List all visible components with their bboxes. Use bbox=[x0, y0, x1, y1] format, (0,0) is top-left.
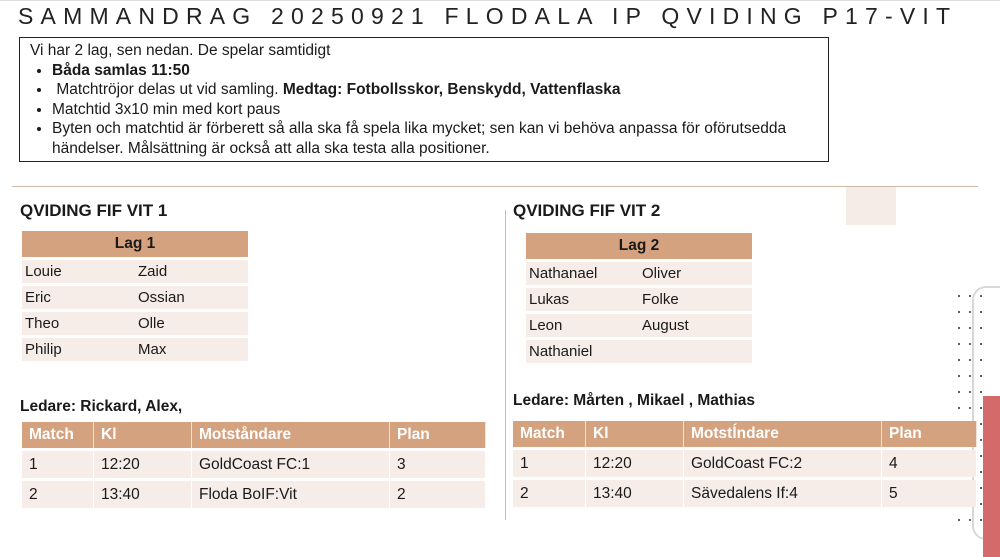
team2-player-row bbox=[526, 288, 752, 311]
team2-match-cell: 13:40 bbox=[586, 480, 684, 507]
team1-match-column-header: Plan bbox=[390, 422, 486, 448]
team2-player-name: Oliver bbox=[639, 262, 752, 285]
team2-player-name: Folke bbox=[639, 288, 752, 311]
team1-match-cell: Floda BoIF:Vit bbox=[192, 481, 390, 508]
team2-match-row bbox=[513, 480, 977, 507]
team1-match-row bbox=[22, 451, 486, 478]
team1-match-cell: 13:40 bbox=[94, 481, 192, 508]
team2-player-row bbox=[526, 314, 752, 337]
team2-match-cell: 2 bbox=[513, 480, 586, 507]
team2-player-name: August bbox=[639, 314, 752, 337]
info-bullet-matchtime: • Matchtid 3x10 min med kort paus bbox=[52, 100, 818, 120]
team2-player-name: Lukas bbox=[526, 288, 639, 311]
team2-match-cell: Sävedalens If:4 bbox=[684, 480, 882, 507]
page-title: SAMMANDRAG 20250921 FLODALA IP QVIDING P17-VIT bbox=[18, 3, 958, 29]
team1-player-name: Olle bbox=[135, 312, 248, 335]
team1-match-table bbox=[22, 419, 486, 511]
team1-player-name: Louie bbox=[22, 260, 135, 283]
team2-match-row bbox=[513, 450, 977, 477]
team1-player-name: Theo bbox=[22, 312, 135, 335]
decorative-dot bbox=[958, 311, 960, 313]
decorative-dot bbox=[969, 295, 971, 297]
team2-match-cell: 1 bbox=[513, 450, 586, 477]
decorative-dot bbox=[958, 391, 960, 393]
team1-match-cell: 2 bbox=[22, 481, 94, 508]
top-border bbox=[0, 0, 1000, 1]
team1-match-column-header: Motståndare bbox=[192, 422, 390, 448]
team1-match-cell: 2 bbox=[390, 481, 486, 508]
decorative-red-bar bbox=[983, 396, 1000, 557]
team2-match-column-header: Plan bbox=[882, 421, 977, 447]
team1-match-row bbox=[22, 481, 486, 508]
team1-player-name: Zaid bbox=[135, 260, 248, 283]
info-bullet-substitutions: • Byten och matchtid är förberett så alla ska få spela lika mycket; sen kan vi behöva anpassa för oförutsedda händelser. Målsättning är också att alla ska testa alla positioner. bbox=[52, 119, 818, 158]
info-bullet-equipment: • Matchtröjor delas ut vid samling. Medtag: Fotbollsskor, Benskydd, Vattenflaska bbox=[52, 80, 818, 100]
team2-player-name: Nathaniel bbox=[526, 340, 639, 363]
team2-roster bbox=[526, 230, 752, 366]
team2-player-name: Nathanael bbox=[526, 262, 639, 285]
team1-player-name: Philip bbox=[22, 338, 135, 361]
team1-match-cell: 3 bbox=[390, 451, 486, 478]
team1-player-row bbox=[22, 260, 248, 283]
team1-match-cell: 1 bbox=[22, 451, 94, 478]
team2-match-cell: 5 bbox=[882, 480, 977, 507]
team2-player-row bbox=[526, 262, 752, 285]
decorative-dot bbox=[958, 359, 960, 361]
team2-player-name bbox=[639, 340, 752, 363]
team1-match-cell: 12:20 bbox=[94, 451, 192, 478]
decorative-dot bbox=[958, 327, 960, 329]
decorative-dot bbox=[958, 295, 960, 297]
team2-match-table bbox=[513, 418, 977, 510]
team1-player-name: Ossian bbox=[135, 286, 248, 309]
decorative-dot bbox=[958, 375, 960, 377]
column-divider bbox=[505, 210, 506, 520]
decorative-dot bbox=[958, 519, 960, 521]
team1-player-name: Max bbox=[135, 338, 248, 361]
team2-roster-header: Lag 2 bbox=[526, 233, 752, 259]
team1-match-cell: GoldCoast FC:1 bbox=[192, 451, 390, 478]
info-intro: Vi har 2 lag, sen nedan. De spelar samtidigt bbox=[30, 42, 331, 59]
team2-match-column-header: Motstĺndare bbox=[684, 421, 882, 447]
team1-player-row bbox=[22, 338, 248, 361]
section-divider bbox=[12, 186, 978, 187]
info-bullet-gathering: • Båda samlas 11:50 bbox=[52, 61, 818, 81]
team2-match-cell: 4 bbox=[882, 450, 977, 477]
decorative-dot bbox=[958, 343, 960, 345]
team2-match-column-header: Kl bbox=[586, 421, 684, 447]
team2-leaders: Ledare: Mårten , Mikael , Mathias bbox=[513, 392, 756, 409]
team1-title: QVIDING FIF VIT 1 bbox=[20, 201, 168, 220]
team2-match-cell: GoldCoast FC:2 bbox=[684, 450, 882, 477]
info-list bbox=[30, 61, 818, 159]
team1-player-row bbox=[22, 286, 248, 309]
team2-title: QVIDING FIF VIT 2 bbox=[513, 201, 661, 220]
team1-match-column-header: Match bbox=[22, 422, 94, 448]
team1-leaders: Ledare: Rickard, Alex, bbox=[20, 398, 183, 415]
team2-player-name: Leon bbox=[526, 314, 639, 337]
team1-match-header-row bbox=[22, 422, 486, 448]
team2-player-row bbox=[526, 340, 752, 363]
team2-match-header-row bbox=[513, 421, 977, 447]
team1-roster-header: Lag 1 bbox=[22, 231, 248, 257]
decorative-dot bbox=[958, 407, 960, 409]
team1-player-name: Eric bbox=[22, 286, 135, 309]
info-box bbox=[19, 37, 829, 162]
team1-match-column-header: Kl bbox=[94, 422, 192, 448]
team1-player-row bbox=[22, 312, 248, 335]
team2-match-column-header: Match bbox=[513, 421, 586, 447]
team1-roster bbox=[22, 228, 248, 364]
decorative-square bbox=[846, 187, 896, 225]
team2-match-cell: 12:20 bbox=[586, 450, 684, 477]
